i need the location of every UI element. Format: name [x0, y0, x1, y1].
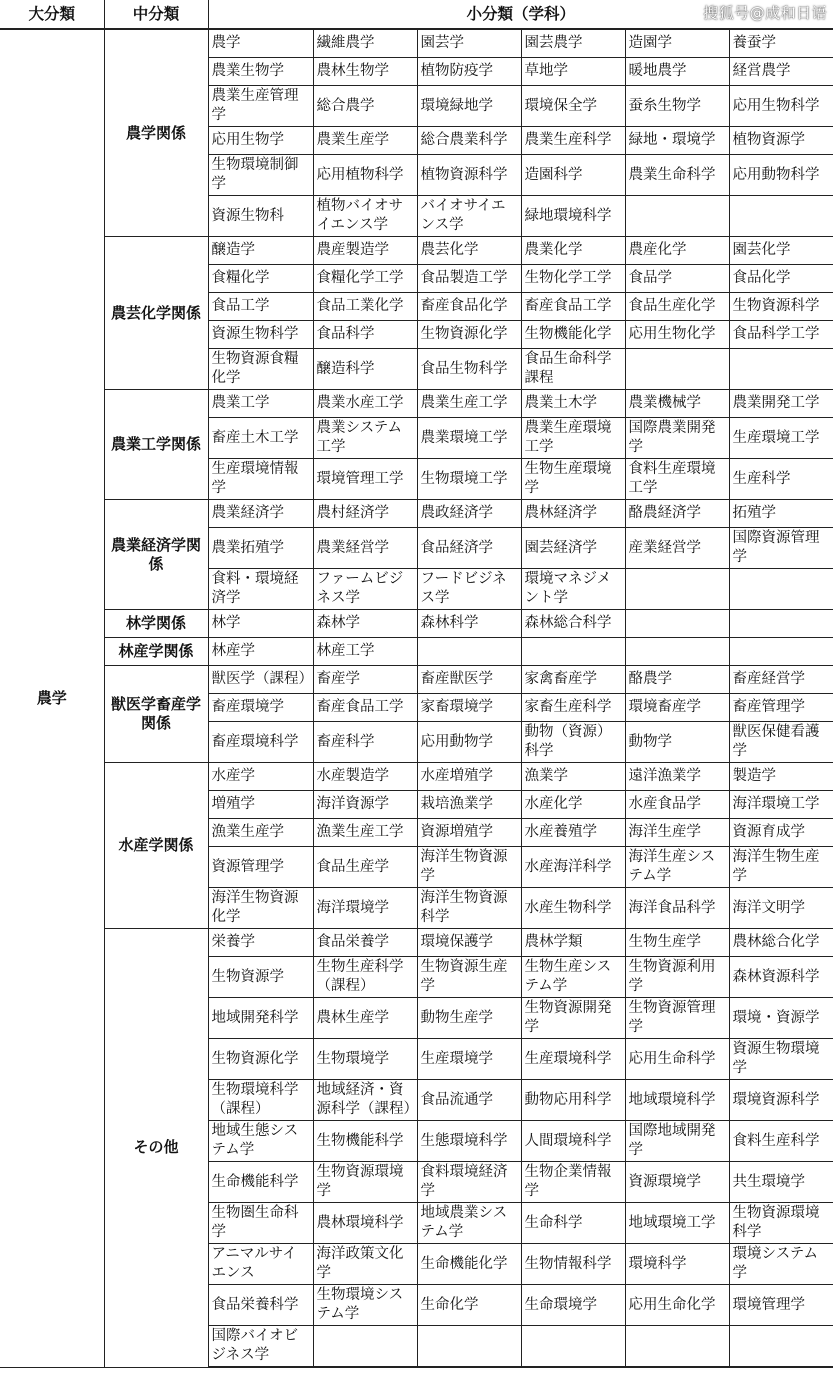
department-cell: 生命化学 — [417, 1285, 521, 1326]
department-cell: 水産化学 — [521, 791, 625, 819]
department-cell: 森林学 — [313, 610, 417, 638]
department-cell: 栄養学 — [208, 929, 313, 957]
department-cell: 園芸経済学 — [521, 528, 625, 569]
department-cell: 生物圏生命科学 — [208, 1203, 313, 1244]
table-row — [0, 610, 833, 638]
middle-category-cell: 林学関係 — [104, 610, 208, 638]
department-cell: 農林学類 — [521, 929, 625, 957]
department-cell: 食品製造工学 — [417, 265, 521, 293]
header-minor-category — [208, 0, 833, 29]
department-cell: 食品生産学 — [313, 847, 417, 888]
department-cell: 酪農学 — [625, 666, 729, 694]
middle-category-cell: 農芸化学関係 — [104, 237, 208, 390]
table-row — [0, 390, 833, 418]
department-cell: 農業生産工学 — [417, 390, 521, 418]
department-cell: 環境管理工学 — [313, 459, 417, 500]
department-cell: 獣医保健看護学 — [729, 722, 833, 763]
department-cell: 漁業学 — [521, 763, 625, 791]
department-cell: 海洋食品科学 — [625, 888, 729, 929]
header-middle-category: 中分類 — [104, 0, 208, 29]
department-cell: 総合農業科学 — [417, 127, 521, 155]
header-minor-label: 小分類（学科） — [466, 4, 576, 23]
department-cell: 農業化学 — [521, 237, 625, 265]
department-cell: 農業機械学 — [625, 390, 729, 418]
department-cell: 生産環境学 — [417, 1039, 521, 1080]
department-cell: 生命機能化学 — [417, 1244, 521, 1285]
department-cell: 農業生物学 — [208, 58, 313, 86]
department-cell: 人間環境科学 — [521, 1121, 625, 1162]
department-cell: 生物機能科学 — [313, 1121, 417, 1162]
department-cell: 農林経済学 — [521, 500, 625, 528]
department-cell: 水産増殖学 — [417, 763, 521, 791]
department-cell: 農業拓殖学 — [208, 528, 313, 569]
department-cell: 漁業生産工学 — [313, 819, 417, 847]
department-cell: 森林総合科学 — [521, 610, 625, 638]
department-cell: 生物資源科学 — [729, 293, 833, 321]
table-body — [0, 29, 833, 1367]
empty-cell — [625, 569, 729, 610]
empty-cell — [625, 196, 729, 237]
department-cell: 農政経済学 — [417, 500, 521, 528]
department-cell: 畜産管理学 — [729, 694, 833, 722]
department-cell: 環境緑地学 — [417, 86, 521, 127]
empty-cell — [729, 569, 833, 610]
department-cell: 生物資源化学 — [208, 1039, 313, 1080]
department-cell: 動物学 — [625, 722, 729, 763]
department-cell: 畜産学 — [313, 666, 417, 694]
department-cell: 食糧化学 — [208, 265, 313, 293]
department-cell: 醸造科学 — [313, 349, 417, 390]
department-cell: 応用生物学 — [208, 127, 313, 155]
department-cell: 生物環境学 — [313, 1039, 417, 1080]
empty-cell — [625, 349, 729, 390]
department-cell: 動物（資源）科学 — [521, 722, 625, 763]
department-cell: 農業生産学 — [313, 127, 417, 155]
department-cell: 地域環境工学 — [625, 1203, 729, 1244]
department-cell: 醸造学 — [208, 237, 313, 265]
department-cell: 草地学 — [521, 58, 625, 86]
department-cell: 繊維農学 — [313, 29, 417, 58]
department-cell: 畜産獣医学 — [417, 666, 521, 694]
department-cell: 地域生態システム学 — [208, 1121, 313, 1162]
table-row — [0, 237, 833, 265]
empty-cell — [625, 610, 729, 638]
middle-category-cell: 農業経済学関係 — [104, 500, 208, 610]
department-cell: 農林環境科学 — [313, 1203, 417, 1244]
department-cell: 植物バイオサイエンス学 — [313, 196, 417, 237]
department-cell: 食品生産化学 — [625, 293, 729, 321]
empty-cell — [313, 1326, 417, 1368]
department-cell: 酪農経済学 — [625, 500, 729, 528]
department-cell: 養蚕学 — [729, 29, 833, 58]
department-cell: 食品栄養学 — [313, 929, 417, 957]
department-cell: 生物資源利用学 — [625, 957, 729, 998]
department-cell: 海洋生物資源化学 — [208, 888, 313, 929]
department-cell: 食料環境経済学 — [417, 1162, 521, 1203]
empty-cell — [521, 638, 625, 666]
department-cell: 応用動物学 — [417, 722, 521, 763]
middle-category-cell: 農学関係 — [104, 29, 208, 237]
department-cell: 林産学 — [208, 638, 313, 666]
department-cell: 林学 — [208, 610, 313, 638]
department-cell: 環境・資源学 — [729, 998, 833, 1039]
department-cell: 食品生命科学課程 — [521, 349, 625, 390]
department-cell: 家禽畜産学 — [521, 666, 625, 694]
department-cell: 水産生物科学 — [521, 888, 625, 929]
department-cell: 海洋文明学 — [729, 888, 833, 929]
department-cell: 地域農業システム学 — [417, 1203, 521, 1244]
department-cell: 海洋環境工学 — [729, 791, 833, 819]
middle-category-cell: 林産学関係 — [104, 638, 208, 666]
department-cell: 水産学 — [208, 763, 313, 791]
department-cell: 農業工学 — [208, 390, 313, 418]
department-cell: 生物環境システム学 — [313, 1285, 417, 1326]
department-cell: 環境マネジメント学 — [521, 569, 625, 610]
department-cell: 資源管理学 — [208, 847, 313, 888]
department-cell: 拓殖学 — [729, 500, 833, 528]
department-cell: 蚕糸生物学 — [625, 86, 729, 127]
department-cell: 食料生産環境工学 — [625, 459, 729, 500]
department-cell: 応用生物化学 — [625, 321, 729, 349]
department-cell: 畜産食品工学 — [313, 694, 417, 722]
department-cell: 農業開発工学 — [729, 390, 833, 418]
department-cell: 生物生産学 — [625, 929, 729, 957]
department-cell: 緑地・環境学 — [625, 127, 729, 155]
department-cell: 園芸農学 — [521, 29, 625, 58]
department-cell: 地域開発科学 — [208, 998, 313, 1039]
department-cell: 生産環境科学 — [521, 1039, 625, 1080]
department-cell: 環境管理学 — [729, 1285, 833, 1326]
department-cell: 資源生物環境学 — [729, 1039, 833, 1080]
department-cell: 植物防疫学 — [417, 58, 521, 86]
department-cell: 生物資源環境科学 — [729, 1203, 833, 1244]
department-cell: 生命機能科学 — [208, 1162, 313, 1203]
department-cell: 獣医学（課程） — [208, 666, 313, 694]
department-cell: 環境資源科学 — [729, 1080, 833, 1121]
department-cell: バイオサイエンス学 — [417, 196, 521, 237]
empty-cell — [417, 638, 521, 666]
department-cell: 生産科学 — [729, 459, 833, 500]
department-cell: 海洋生物生産学 — [729, 847, 833, 888]
department-cell: 国際地域開発学 — [625, 1121, 729, 1162]
empty-cell — [729, 349, 833, 390]
department-cell: 暖地農学 — [625, 58, 729, 86]
department-cell: 園芸化学 — [729, 237, 833, 265]
department-cell: 植物資源科学 — [417, 155, 521, 196]
department-cell: 資源増殖学 — [417, 819, 521, 847]
department-cell: 食品学 — [625, 265, 729, 293]
department-cell: 農業土木学 — [521, 390, 625, 418]
department-cell: 食品経済学 — [417, 528, 521, 569]
department-cell: 環境科学 — [625, 1244, 729, 1285]
department-cell: 食品生物科学 — [417, 349, 521, 390]
department-cell: 海洋生物資源科学 — [417, 888, 521, 929]
major-category-cell: 農学 — [0, 29, 104, 1367]
department-cell: 海洋生産システム学 — [625, 847, 729, 888]
department-cell: 畜産土木工学 — [208, 418, 313, 459]
department-cell: 農業生命科学 — [625, 155, 729, 196]
department-cell: 水産養殖学 — [521, 819, 625, 847]
department-cell: フードビジネス学 — [417, 569, 521, 610]
department-cell: 農業システム工学 — [313, 418, 417, 459]
department-cell: 生産環境情報学 — [208, 459, 313, 500]
department-cell: 森林資源科学 — [729, 957, 833, 998]
department-cell: 食料生産科学 — [729, 1121, 833, 1162]
header-major-category: 大分類 — [0, 0, 104, 29]
department-cell: 生物生産環境学 — [521, 459, 625, 500]
department-cell: 海洋政策文化学 — [313, 1244, 417, 1285]
department-cell: 食品科学 — [313, 321, 417, 349]
department-cell: 水産海洋科学 — [521, 847, 625, 888]
department-cell: 漁業生産学 — [208, 819, 313, 847]
department-cell: 生物資源食糧化学 — [208, 349, 313, 390]
department-cell: ファームビジネス学 — [313, 569, 417, 610]
department-cell: 農林生物学 — [313, 58, 417, 86]
department-cell: 製造学 — [729, 763, 833, 791]
department-cell: 生命環境学 — [521, 1285, 625, 1326]
department-cell: 畜産食品工学 — [521, 293, 625, 321]
department-cell: 資源育成学 — [729, 819, 833, 847]
department-cell: 食料・環境経済学 — [208, 569, 313, 610]
department-cell: 生物資源管理学 — [625, 998, 729, 1039]
department-cell: 地域環境科学 — [625, 1080, 729, 1121]
department-cell: 応用生物科学 — [729, 86, 833, 127]
empty-cell — [625, 638, 729, 666]
table-row — [0, 500, 833, 528]
middle-category-cell: 水産学関係 — [104, 763, 208, 929]
department-cell: 応用動物科学 — [729, 155, 833, 196]
empty-cell — [729, 638, 833, 666]
department-cell: 家畜生産科学 — [521, 694, 625, 722]
header-row — [0, 0, 833, 29]
department-cell: 共生環境学 — [729, 1162, 833, 1203]
department-cell: 農業生産環境工学 — [521, 418, 625, 459]
department-cell: 経営農学 — [729, 58, 833, 86]
department-cell: 畜産環境学 — [208, 694, 313, 722]
department-cell: 生物企業情報学 — [521, 1162, 625, 1203]
department-cell: 畜産経営学 — [729, 666, 833, 694]
department-cell: 生物化学工学 — [521, 265, 625, 293]
table-row — [0, 763, 833, 791]
department-cell: 応用生命科学 — [625, 1039, 729, 1080]
department-cell: 植物資源学 — [729, 127, 833, 155]
department-cell: 生物情報科学 — [521, 1244, 625, 1285]
department-cell: 海洋生産学 — [625, 819, 729, 847]
department-cell: 産業経営学 — [625, 528, 729, 569]
department-cell: 生物資源生産学 — [417, 957, 521, 998]
department-cell: 造園学 — [625, 29, 729, 58]
department-cell: 生物環境工学 — [417, 459, 521, 500]
department-cell: 国際資源管理学 — [729, 528, 833, 569]
department-cell: 農村経済学 — [313, 500, 417, 528]
department-cell: 生物環境制御学 — [208, 155, 313, 196]
department-cell: 農業生産管理学 — [208, 86, 313, 127]
department-cell: 食糧化学工学 — [313, 265, 417, 293]
department-cell: 生物機能化学 — [521, 321, 625, 349]
department-cell: 生物資源開発学 — [521, 998, 625, 1039]
table-row — [0, 929, 833, 957]
department-cell: 食品化学 — [729, 265, 833, 293]
department-cell: 国際バイオビジネス学 — [208, 1326, 313, 1368]
department-cell: 緑地環境科学 — [521, 196, 625, 237]
department-cell: 食品工業化学 — [313, 293, 417, 321]
department-cell: 家畜環境学 — [417, 694, 521, 722]
empty-cell — [521, 1326, 625, 1368]
department-cell: 海洋資源学 — [313, 791, 417, 819]
department-cell: 栽培漁業学 — [417, 791, 521, 819]
department-cell: 畜産科学 — [313, 722, 417, 763]
department-cell: 環境畜産学 — [625, 694, 729, 722]
department-cell: 遠洋漁業学 — [625, 763, 729, 791]
department-cell: 農芸化学 — [417, 237, 521, 265]
department-cell: 増殖学 — [208, 791, 313, 819]
department-cell: 応用生命化学 — [625, 1285, 729, 1326]
department-cell: 水産食品学 — [625, 791, 729, 819]
department-cell: 生産環境工学 — [729, 418, 833, 459]
department-cell: 造園科学 — [521, 155, 625, 196]
department-cell: 食品栄養科学 — [208, 1285, 313, 1326]
department-cell: 畜産環境科学 — [208, 722, 313, 763]
table-row — [0, 666, 833, 694]
department-cell: 農業経営学 — [313, 528, 417, 569]
department-cell: 資源生物科 — [208, 196, 313, 237]
empty-cell — [729, 196, 833, 237]
department-cell: 園芸学 — [417, 29, 521, 58]
department-cell: 農学 — [208, 29, 313, 58]
department-cell: 農林生産学 — [313, 998, 417, 1039]
department-cell: 総合農学 — [313, 86, 417, 127]
department-cell: 農業環境工学 — [417, 418, 521, 459]
middle-category-cell: その他 — [104, 929, 208, 1368]
department-cell: 環境保護学 — [417, 929, 521, 957]
empty-cell — [417, 1326, 521, 1368]
empty-cell — [625, 1326, 729, 1368]
department-cell: 環境システム学 — [729, 1244, 833, 1285]
department-cell: 環境保全学 — [521, 86, 625, 127]
department-cell: 農業経済学 — [208, 500, 313, 528]
department-cell: 資源生物科学 — [208, 321, 313, 349]
department-cell: 農業生産科学 — [521, 127, 625, 155]
department-cell: 生物資源学 — [208, 957, 313, 998]
department-cell: 生物生産科学（課程） — [313, 957, 417, 998]
department-cell: 地域経済・資源科学（課程） — [313, 1080, 417, 1121]
middle-category-cell: 獣医学畜産学関係 — [104, 666, 208, 763]
department-cell: 生物環境科学（課程） — [208, 1080, 313, 1121]
department-cell: 動物生産学 — [417, 998, 521, 1039]
department-cell: 畜産食品化学 — [417, 293, 521, 321]
department-cell: 森林科学 — [417, 610, 521, 638]
department-cell: 生物資源化学 — [417, 321, 521, 349]
department-cell: 食品科学工学 — [729, 321, 833, 349]
department-cell: 食品流通学 — [417, 1080, 521, 1121]
department-cell: 海洋生物資源学 — [417, 847, 521, 888]
department-cell: 農業水産工学 — [313, 390, 417, 418]
department-cell: 資源環境学 — [625, 1162, 729, 1203]
department-cell: 生命科学 — [521, 1203, 625, 1244]
department-cell: アニマルサイエンス — [208, 1244, 313, 1285]
department-cell: 国際農業開発学 — [625, 418, 729, 459]
department-cell: 生態環境科学 — [417, 1121, 521, 1162]
department-cell: 農産製造学 — [313, 237, 417, 265]
department-cell: 生物資源環境学 — [313, 1162, 417, 1203]
table-row — [0, 29, 833, 58]
department-cell: 応用植物科学 — [313, 155, 417, 196]
empty-cell — [729, 1326, 833, 1368]
department-cell: 林産工学 — [313, 638, 417, 666]
middle-category-cell: 農業工学関係 — [104, 390, 208, 500]
department-cell: 農産化学 — [625, 237, 729, 265]
watermark: 搜狐号@成和日语 — [703, 4, 828, 22]
department-cell: 農林総合化学 — [729, 929, 833, 957]
department-cell: 食品工学 — [208, 293, 313, 321]
department-cell: 海洋環境学 — [313, 888, 417, 929]
table-row — [0, 638, 833, 666]
department-cell: 生物生産システム学 — [521, 957, 625, 998]
empty-cell — [729, 610, 833, 638]
department-cell: 水産製造学 — [313, 763, 417, 791]
department-cell: 動物応用科学 — [521, 1080, 625, 1121]
